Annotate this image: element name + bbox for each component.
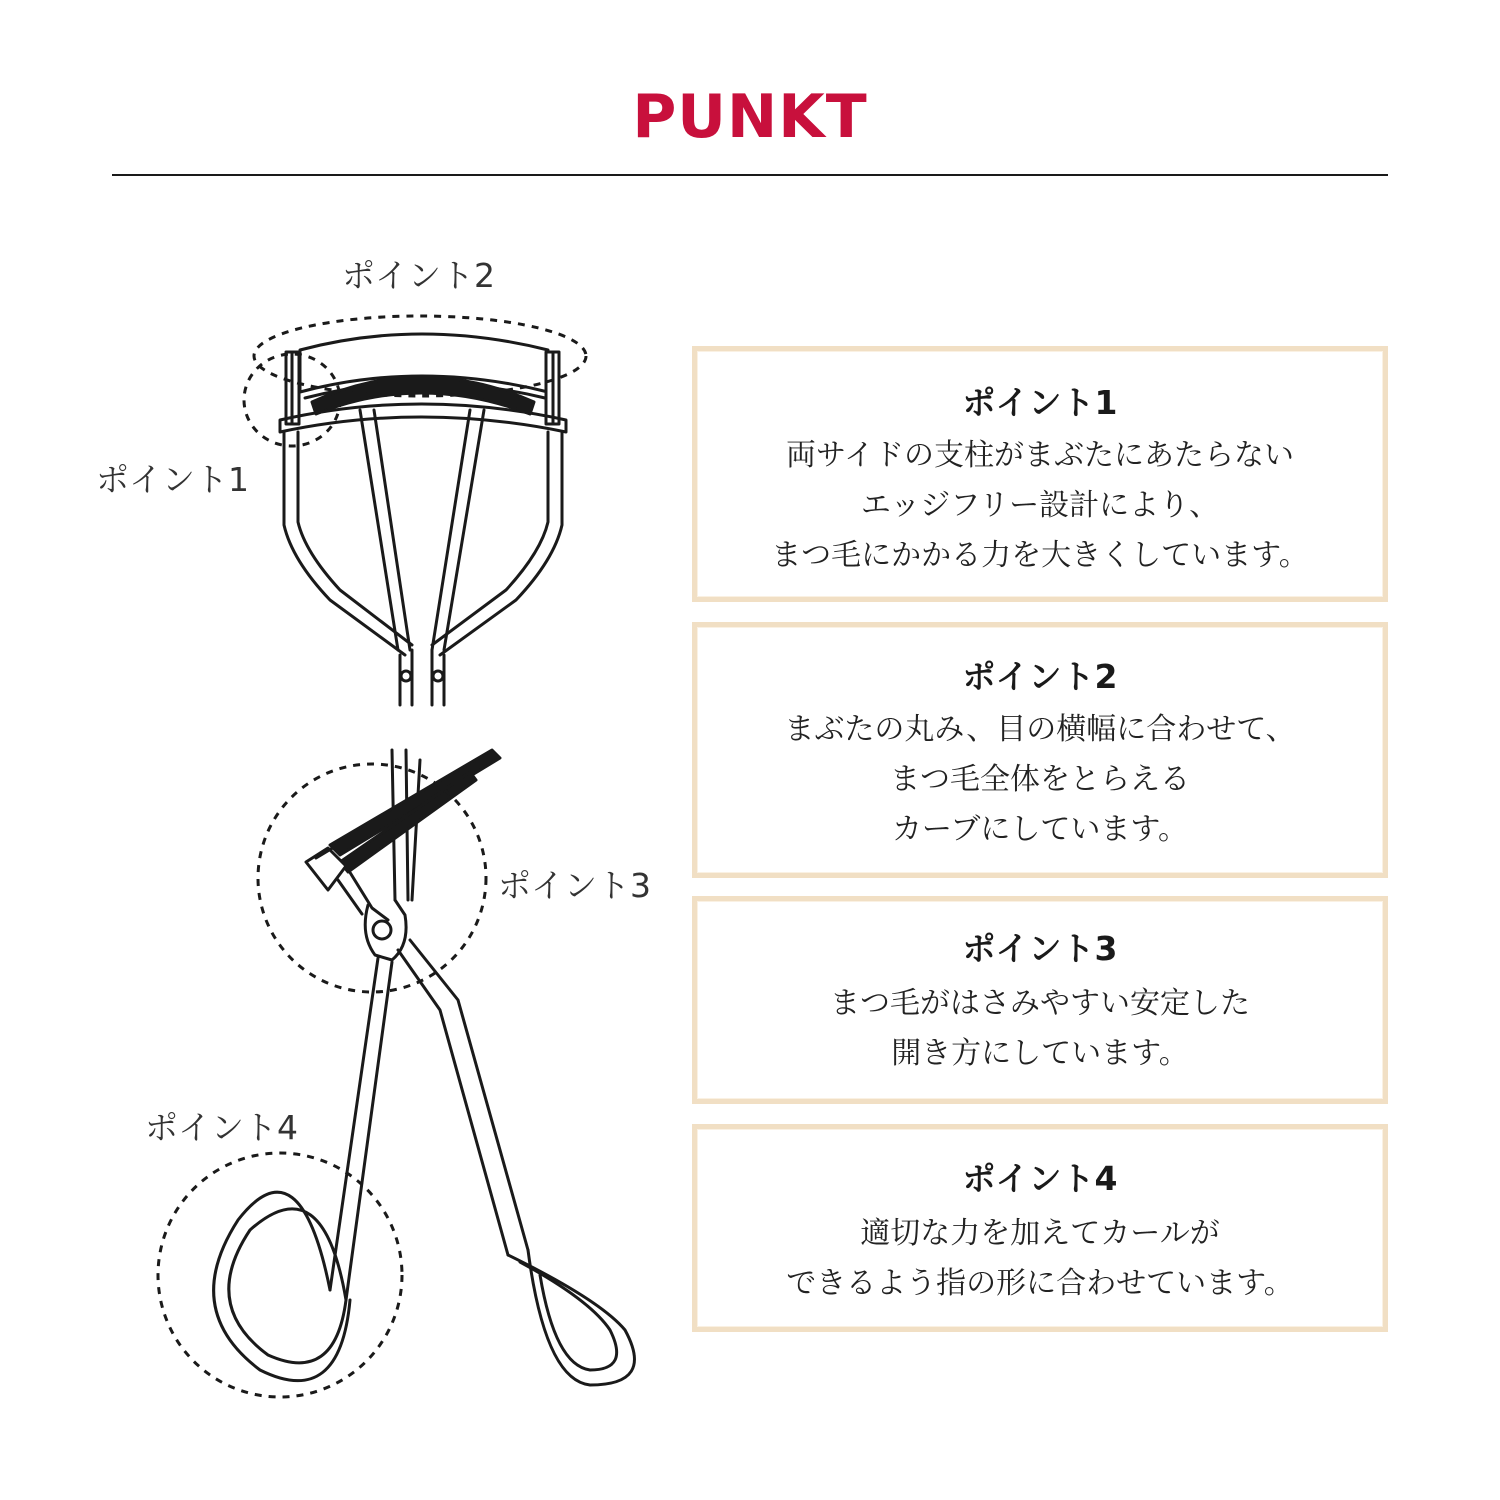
- card-text: [697, 431, 1383, 581]
- eyelash-curler-illustration: [0, 0, 700, 1500]
- card-text: [697, 979, 1383, 1079]
- card-text-line: まつ毛にかかる力を大きくしています。: [771, 538, 1309, 573]
- point-card-3: [692, 896, 1388, 1104]
- callout-point1: ポイント1: [96, 460, 249, 499]
- card-text-line: 開き方にしています。: [891, 1036, 1189, 1071]
- card-text-line: まぶたの丸み、目の横幅に合わせて、: [784, 712, 1296, 747]
- callout-point2: ポイント2: [342, 256, 495, 295]
- curler-front-view: [280, 334, 566, 705]
- card-text-line: 両サイドの支柱がまぶたにあたらない: [786, 438, 1294, 473]
- card-text-line: カーブにしています。: [891, 812, 1189, 847]
- card-text: [697, 1209, 1383, 1309]
- curler-side-view: [214, 750, 635, 1385]
- card-text-line: まつ毛がはさみやすい安定した: [830, 986, 1250, 1021]
- callout-point3: ポイント3: [498, 866, 651, 905]
- card-heading: ポイント4: [962, 1159, 1118, 1198]
- card-text-line: 適切な力を加えてカールが: [860, 1216, 1220, 1251]
- card-text-line: できるよう指の形に合わせています。: [786, 1266, 1294, 1301]
- card-heading: ポイント3: [962, 929, 1118, 968]
- card-text: [697, 705, 1383, 855]
- point-card-1: [692, 346, 1388, 602]
- card-text-line: まつ毛全体をとらえる: [890, 762, 1190, 797]
- card-text-line: エッジフリー設計により、: [860, 488, 1220, 523]
- card-heading: ポイント1: [962, 383, 1118, 422]
- point-card-4: [692, 1124, 1388, 1332]
- callout-point4: ポイント4: [145, 1108, 298, 1147]
- page-title: PUNKT: [632, 82, 868, 152]
- card-heading: ポイント2: [962, 657, 1118, 696]
- point-card-2: [692, 622, 1388, 878]
